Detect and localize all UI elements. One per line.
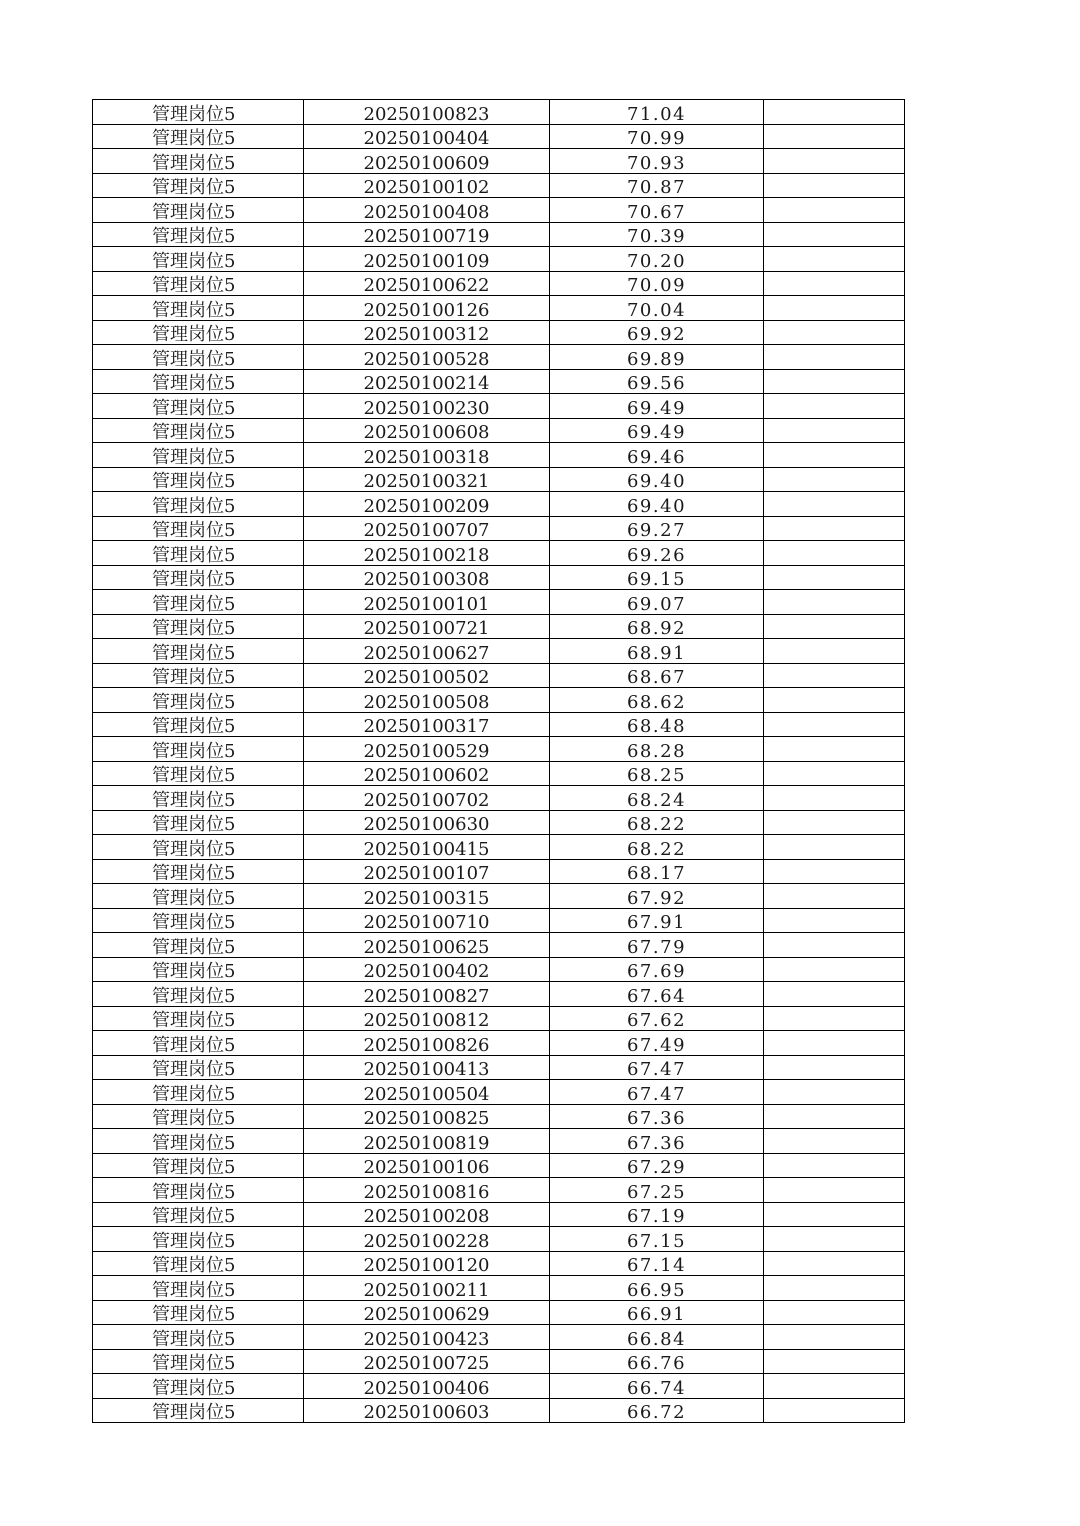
position-cell: 管理岗位5 (93, 271, 304, 296)
score-cell: 68.17 (550, 859, 764, 884)
position-cell: 管理岗位5 (93, 394, 304, 419)
remark-cell (764, 345, 905, 370)
table-row (93, 100, 905, 125)
score-cell: 69.26 (550, 541, 764, 566)
score-cell: 69.27 (550, 516, 764, 541)
ticket-number-cell: 20250100629 (304, 1300, 550, 1325)
remark-cell (764, 614, 905, 639)
table-row (93, 884, 905, 909)
ticket-number-cell: 20250100630 (304, 810, 550, 835)
table-row (93, 320, 905, 345)
table-row (93, 1080, 905, 1105)
score-cell: 66.91 (550, 1300, 764, 1325)
position-cell: 管理岗位5 (93, 810, 304, 835)
remark-cell (764, 859, 905, 884)
remark-cell (764, 149, 905, 174)
remark-cell (764, 1006, 905, 1031)
ticket-number-cell: 20250100228 (304, 1227, 550, 1252)
table-row (93, 1129, 905, 1154)
position-cell: 管理岗位5 (93, 1202, 304, 1227)
table-row (93, 345, 905, 370)
ticket-number-cell: 20250100602 (304, 761, 550, 786)
score-cell: 70.20 (550, 247, 764, 272)
remark-cell (764, 1251, 905, 1276)
ticket-number-cell: 20250100126 (304, 296, 550, 321)
table-row (93, 1276, 905, 1301)
remark-cell (764, 663, 905, 688)
remark-cell (764, 688, 905, 713)
ticket-number-cell: 20250100622 (304, 271, 550, 296)
ticket-number-cell: 20250100816 (304, 1178, 550, 1203)
remark-cell (764, 786, 905, 811)
ticket-number-cell: 20250100721 (304, 614, 550, 639)
score-cell: 67.47 (550, 1080, 764, 1105)
table-row (93, 1006, 905, 1031)
ticket-number-cell: 20250100408 (304, 198, 550, 223)
ticket-number-cell: 20250100107 (304, 859, 550, 884)
score-cell: 67.14 (550, 1251, 764, 1276)
remark-cell (764, 1227, 905, 1252)
remark-cell (764, 1202, 905, 1227)
score-cell: 68.67 (550, 663, 764, 688)
table-row (93, 957, 905, 982)
ticket-number-cell: 20250100609 (304, 149, 550, 174)
score-cell: 67.36 (550, 1104, 764, 1129)
position-cell: 管理岗位5 (93, 1031, 304, 1056)
score-cell: 66.95 (550, 1276, 764, 1301)
position-cell: 管理岗位5 (93, 516, 304, 541)
position-cell: 管理岗位5 (93, 418, 304, 443)
score-cell: 68.24 (550, 786, 764, 811)
score-cell: 68.28 (550, 737, 764, 762)
score-cell: 69.40 (550, 467, 764, 492)
table-row (93, 810, 905, 835)
score-cell: 71.04 (550, 100, 764, 125)
position-cell: 管理岗位5 (93, 1178, 304, 1203)
position-cell: 管理岗位5 (93, 933, 304, 958)
position-cell: 管理岗位5 (93, 1153, 304, 1178)
position-cell: 管理岗位5 (93, 1129, 304, 1154)
ticket-number-cell: 20250100627 (304, 639, 550, 664)
position-cell: 管理岗位5 (93, 859, 304, 884)
remark-cell (764, 1349, 905, 1374)
table-row (93, 1202, 905, 1227)
position-cell: 管理岗位5 (93, 761, 304, 786)
table-row (93, 394, 905, 419)
position-cell: 管理岗位5 (93, 100, 304, 125)
score-cell: 70.99 (550, 124, 764, 149)
position-cell: 管理岗位5 (93, 320, 304, 345)
ticket-number-cell: 20250100315 (304, 884, 550, 909)
table-row (93, 418, 905, 443)
remark-cell (764, 1398, 905, 1423)
ticket-number-cell: 20250100106 (304, 1153, 550, 1178)
position-cell: 管理岗位5 (93, 198, 304, 223)
table-row (93, 222, 905, 247)
score-cell: 69.15 (550, 565, 764, 590)
table-row (93, 1178, 905, 1203)
score-cell: 67.91 (550, 908, 764, 933)
remark-cell (764, 982, 905, 1007)
score-cell: 66.74 (550, 1374, 764, 1399)
score-cell: 67.47 (550, 1055, 764, 1080)
table-row (93, 516, 905, 541)
ticket-number-cell: 20250100502 (304, 663, 550, 688)
score-cell: 67.29 (550, 1153, 764, 1178)
score-cell: 67.92 (550, 884, 764, 909)
remark-cell (764, 737, 905, 762)
remark-cell (764, 1325, 905, 1350)
table-row (93, 859, 905, 884)
table-row (93, 737, 905, 762)
remark-cell (764, 418, 905, 443)
ticket-number-cell: 20250100819 (304, 1129, 550, 1154)
ticket-number-cell: 20250100230 (304, 394, 550, 419)
table-row (93, 1153, 905, 1178)
remark-cell (764, 492, 905, 517)
table-row (93, 541, 905, 566)
ticket-number-cell: 20250100529 (304, 737, 550, 762)
ticket-number-cell: 20250100317 (304, 712, 550, 737)
remark-cell (764, 247, 905, 272)
remark-cell (764, 124, 905, 149)
score-cell: 70.04 (550, 296, 764, 321)
position-cell: 管理岗位5 (93, 492, 304, 517)
ticket-number-cell: 20250100702 (304, 786, 550, 811)
score-table (92, 99, 905, 1423)
score-cell: 67.36 (550, 1129, 764, 1154)
remark-cell (764, 590, 905, 615)
score-cell: 69.46 (550, 443, 764, 468)
table-row (93, 639, 905, 664)
remark-cell (764, 296, 905, 321)
ticket-number-cell: 20250100719 (304, 222, 550, 247)
table-row (93, 1349, 905, 1374)
score-cell: 68.22 (550, 835, 764, 860)
score-cell: 68.48 (550, 712, 764, 737)
table-row (93, 467, 905, 492)
remark-cell (764, 369, 905, 394)
score-cell: 70.39 (550, 222, 764, 247)
remark-cell (764, 1276, 905, 1301)
remark-cell (764, 1031, 905, 1056)
position-cell: 管理岗位5 (93, 1006, 304, 1031)
table-row (93, 933, 905, 958)
position-cell: 管理岗位5 (93, 565, 304, 590)
table-row (93, 1300, 905, 1325)
table-row (93, 590, 905, 615)
score-cell: 68.25 (550, 761, 764, 786)
position-cell: 管理岗位5 (93, 982, 304, 1007)
remark-cell (764, 516, 905, 541)
position-cell: 管理岗位5 (93, 663, 304, 688)
table-row (93, 1374, 905, 1399)
position-cell: 管理岗位5 (93, 1325, 304, 1350)
ticket-number-cell: 20250100423 (304, 1325, 550, 1350)
table-row (93, 786, 905, 811)
score-cell: 69.40 (550, 492, 764, 517)
ticket-number-cell: 20250100209 (304, 492, 550, 517)
table-row (93, 247, 905, 272)
ticket-number-cell: 20250100710 (304, 908, 550, 933)
remark-cell (764, 320, 905, 345)
table-row (93, 614, 905, 639)
ticket-number-cell: 20250100827 (304, 982, 550, 1007)
position-cell: 管理岗位5 (93, 345, 304, 370)
position-cell: 管理岗位5 (93, 443, 304, 468)
ticket-number-cell: 20250100218 (304, 541, 550, 566)
table-row (93, 1325, 905, 1350)
remark-cell (764, 222, 905, 247)
score-cell: 69.49 (550, 418, 764, 443)
score-cell: 66.72 (550, 1398, 764, 1423)
position-cell: 管理岗位5 (93, 1349, 304, 1374)
remark-cell (764, 100, 905, 125)
table-row (93, 1104, 905, 1129)
ticket-number-cell: 20250100608 (304, 418, 550, 443)
remark-cell (764, 1055, 905, 1080)
ticket-number-cell: 20250100321 (304, 467, 550, 492)
score-cell: 67.19 (550, 1202, 764, 1227)
table-row (93, 1031, 905, 1056)
position-cell: 管理岗位5 (93, 149, 304, 174)
remark-cell (764, 1129, 905, 1154)
score-cell: 69.56 (550, 369, 764, 394)
position-cell: 管理岗位5 (93, 737, 304, 762)
score-cell: 66.76 (550, 1349, 764, 1374)
ticket-number-cell: 20250100214 (304, 369, 550, 394)
table-row (93, 443, 905, 468)
table-row (93, 688, 905, 713)
position-cell: 管理岗位5 (93, 1251, 304, 1276)
position-cell: 管理岗位5 (93, 712, 304, 737)
position-cell: 管理岗位5 (93, 369, 304, 394)
position-cell: 管理岗位5 (93, 1374, 304, 1399)
position-cell: 管理岗位5 (93, 1300, 304, 1325)
ticket-number-cell: 20250100826 (304, 1031, 550, 1056)
score-cell: 70.87 (550, 173, 764, 198)
table-row (93, 124, 905, 149)
score-cell: 70.09 (550, 271, 764, 296)
position-cell: 管理岗位5 (93, 835, 304, 860)
score-cell: 67.15 (550, 1227, 764, 1252)
ticket-number-cell: 20250100318 (304, 443, 550, 468)
table-row (93, 1251, 905, 1276)
position-cell: 管理岗位5 (93, 1080, 304, 1105)
remark-cell (764, 1104, 905, 1129)
table-row (93, 908, 905, 933)
score-cell: 67.64 (550, 982, 764, 1007)
ticket-number-cell: 20250100528 (304, 345, 550, 370)
table-row (93, 565, 905, 590)
ticket-number-cell: 20250100101 (304, 590, 550, 615)
score-cell: 70.67 (550, 198, 764, 223)
remark-cell (764, 810, 905, 835)
score-cell: 69.92 (550, 320, 764, 345)
ticket-number-cell: 20250100504 (304, 1080, 550, 1105)
ticket-number-cell: 20250100208 (304, 1202, 550, 1227)
score-cell: 67.49 (550, 1031, 764, 1056)
position-cell: 管理岗位5 (93, 1227, 304, 1252)
position-cell: 管理岗位5 (93, 957, 304, 982)
remark-cell (764, 173, 905, 198)
ticket-number-cell: 20250100823 (304, 100, 550, 125)
position-cell: 管理岗位5 (93, 247, 304, 272)
position-cell: 管理岗位5 (93, 1276, 304, 1301)
table-row (93, 1398, 905, 1423)
position-cell: 管理岗位5 (93, 173, 304, 198)
ticket-number-cell: 20250100406 (304, 1374, 550, 1399)
remark-cell (764, 467, 905, 492)
remark-cell (764, 271, 905, 296)
remark-cell (764, 957, 905, 982)
ticket-number-cell: 20250100402 (304, 957, 550, 982)
score-cell: 68.92 (550, 614, 764, 639)
table-row (93, 712, 905, 737)
remark-cell (764, 933, 905, 958)
table-row (93, 835, 905, 860)
table-row (93, 198, 905, 223)
remark-cell (764, 1300, 905, 1325)
score-cell: 68.22 (550, 810, 764, 835)
ticket-number-cell: 20250100211 (304, 1276, 550, 1301)
remark-cell (764, 884, 905, 909)
position-cell: 管理岗位5 (93, 1398, 304, 1423)
ticket-number-cell: 20250100625 (304, 933, 550, 958)
table-row (93, 149, 905, 174)
position-cell: 管理岗位5 (93, 1104, 304, 1129)
score-cell: 67.69 (550, 957, 764, 982)
score-cell: 66.84 (550, 1325, 764, 1350)
ticket-number-cell: 20250100415 (304, 835, 550, 860)
remark-cell (764, 1080, 905, 1105)
table-row (93, 982, 905, 1007)
score-cell: 69.07 (550, 590, 764, 615)
table-row (93, 173, 905, 198)
ticket-number-cell: 20250100102 (304, 173, 550, 198)
score-cell: 67.62 (550, 1006, 764, 1031)
position-cell: 管理岗位5 (93, 614, 304, 639)
position-cell: 管理岗位5 (93, 467, 304, 492)
ticket-number-cell: 20250100707 (304, 516, 550, 541)
position-cell: 管理岗位5 (93, 296, 304, 321)
position-cell: 管理岗位5 (93, 124, 304, 149)
table-row (93, 369, 905, 394)
table-row (93, 663, 905, 688)
table-row (93, 492, 905, 517)
position-cell: 管理岗位5 (93, 639, 304, 664)
remark-cell (764, 1374, 905, 1399)
remark-cell (764, 908, 905, 933)
position-cell: 管理岗位5 (93, 1055, 304, 1080)
ticket-number-cell: 20250100404 (304, 124, 550, 149)
table-row (93, 1055, 905, 1080)
score-cell: 69.89 (550, 345, 764, 370)
score-cell: 69.49 (550, 394, 764, 419)
remark-cell (764, 712, 905, 737)
position-cell: 管理岗位5 (93, 541, 304, 566)
ticket-number-cell: 20250100109 (304, 247, 550, 272)
remark-cell (764, 394, 905, 419)
ticket-number-cell: 20250100120 (304, 1251, 550, 1276)
score-table-body (93, 100, 905, 1423)
position-cell: 管理岗位5 (93, 884, 304, 909)
score-cell: 67.79 (550, 933, 764, 958)
remark-cell (764, 1153, 905, 1178)
score-cell: 68.91 (550, 639, 764, 664)
remark-cell (764, 443, 905, 468)
ticket-number-cell: 20250100825 (304, 1104, 550, 1129)
remark-cell (764, 541, 905, 566)
remark-cell (764, 639, 905, 664)
remark-cell (764, 1178, 905, 1203)
position-cell: 管理岗位5 (93, 222, 304, 247)
ticket-number-cell: 20250100725 (304, 1349, 550, 1374)
position-cell: 管理岗位5 (93, 786, 304, 811)
position-cell: 管理岗位5 (93, 688, 304, 713)
ticket-number-cell: 20250100603 (304, 1398, 550, 1423)
remark-cell (764, 761, 905, 786)
table-row (93, 271, 905, 296)
ticket-number-cell: 20250100308 (304, 565, 550, 590)
remark-cell (764, 198, 905, 223)
position-cell: 管理岗位5 (93, 908, 304, 933)
remark-cell (764, 565, 905, 590)
position-cell: 管理岗位5 (93, 590, 304, 615)
ticket-number-cell: 20250100413 (304, 1055, 550, 1080)
score-cell: 68.62 (550, 688, 764, 713)
ticket-number-cell: 20250100508 (304, 688, 550, 713)
score-cell: 70.93 (550, 149, 764, 174)
table-row (93, 761, 905, 786)
table-row (93, 296, 905, 321)
remark-cell (764, 835, 905, 860)
ticket-number-cell: 20250100312 (304, 320, 550, 345)
ticket-number-cell: 20250100812 (304, 1006, 550, 1031)
table-row (93, 1227, 905, 1252)
score-cell: 67.25 (550, 1178, 764, 1203)
